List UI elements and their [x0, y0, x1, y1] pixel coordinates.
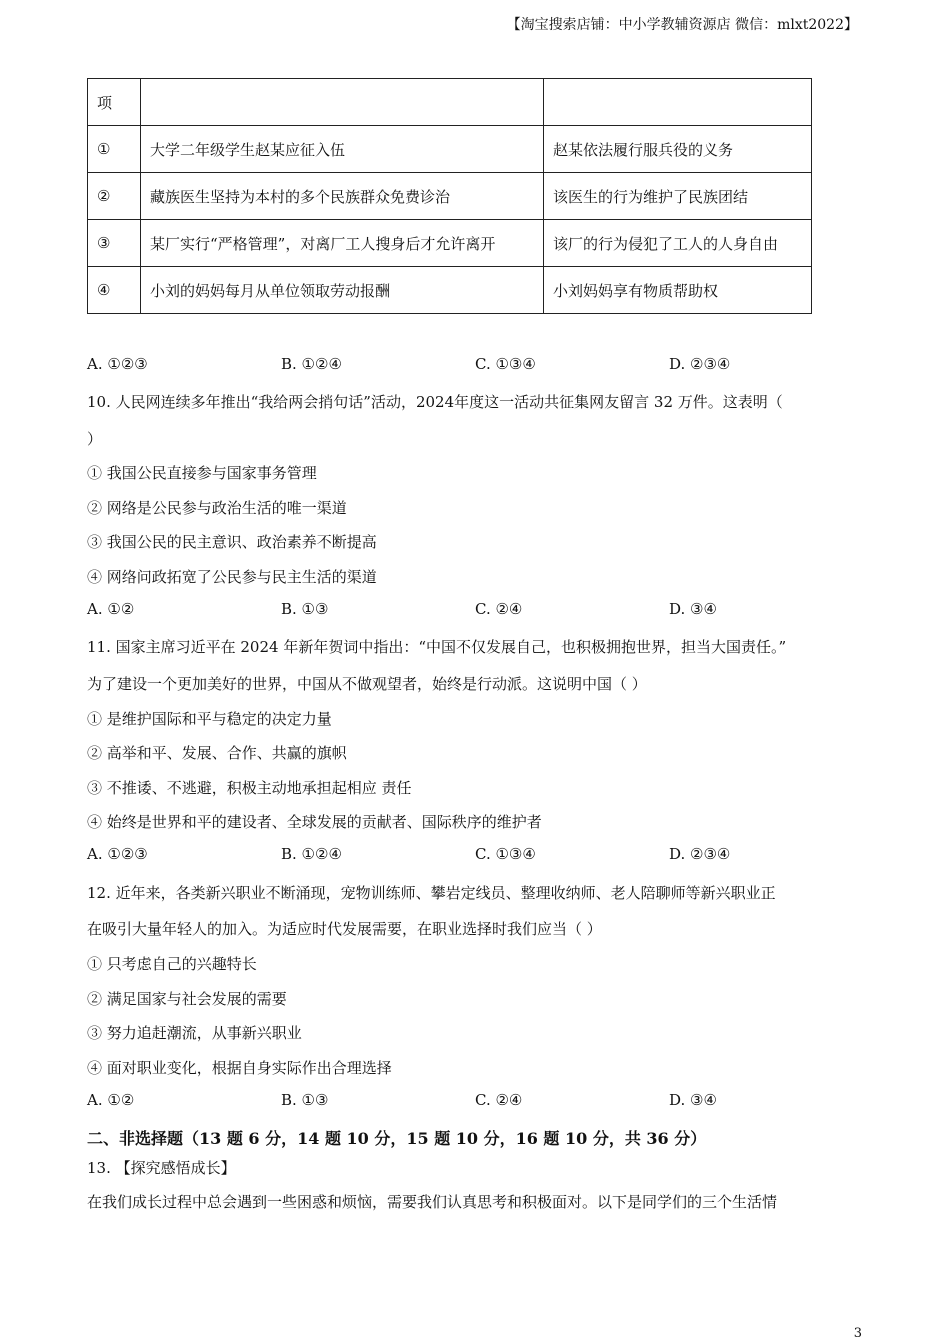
- option-a: A. ①②③: [87, 845, 148, 863]
- q11-item: ② 高举和平、发展、合作、共赢的旗帜: [87, 744, 347, 762]
- q10-stem: 10. 人民网连续多年推出“我给两会捎句话”活动，2024年度这一活动共征集网友留言 32 万件。这表明（: [87, 393, 783, 411]
- option-c: C. ②④: [475, 600, 523, 618]
- option-a: A. ①②: [87, 600, 135, 618]
- option-d: D. ②③④: [669, 355, 731, 373]
- q12-stem-cont: 在吸引大量年轻人的加入。为适应时代发展需要，在职业选择时我们应当（ ）: [87, 920, 602, 938]
- option-c: C. ①③④: [475, 845, 536, 863]
- table-row: [88, 173, 812, 220]
- option-b: B. ①②④: [281, 355, 342, 373]
- page-header: 【淘宝搜索店铺：中小学教辅资源店 微信：mlxt2022】: [506, 17, 858, 33]
- option-b: B. ①③: [281, 1091, 329, 1109]
- table-cell: 藏族医生坚持为本村的多个民族群众免费诊治: [141, 173, 544, 220]
- q10-item: ① 我国公民直接参与国家事务管理: [87, 464, 317, 482]
- option-d: D. ②③④: [669, 845, 731, 863]
- table-cell: 小刘的妈妈每月从单位领取劳动报酬: [141, 267, 544, 314]
- q12-item: ④ 面对职业变化，根据自身实际作出合理选择: [87, 1059, 392, 1077]
- table-cell: 该医生的行为维护了民族团结: [544, 173, 812, 220]
- q10-stem-cont: ）: [87, 430, 103, 448]
- q12-item: ③ 努力追赶潮流，从事新兴职业: [87, 1024, 302, 1042]
- q10-item: ② 网络是公民参与政治生活的唯一渠道: [87, 499, 347, 517]
- table-cell: ②: [88, 173, 141, 220]
- q10-options: [87, 600, 867, 622]
- q13-text: 在我们成长过程中总会遇到一些困惑和烦恼，需要我们认真思考和积极面对。以下是同学们的三个生活情: [87, 1193, 778, 1211]
- page-number: 3: [853, 1326, 862, 1341]
- q11-item: ① 是维护国际和平与稳定的决定力量: [87, 710, 332, 728]
- table-cell: 该厂的行为侵犯了工人的人身自由: [544, 220, 812, 267]
- table-row: [88, 267, 812, 314]
- q10-item: ③ 我国公民的民主意识、政治素养不断提高: [87, 533, 377, 551]
- q12-item: ② 满足国家与社会发展的需要: [87, 990, 287, 1008]
- option-b: B. ①③: [281, 600, 329, 618]
- table-cell: 小刘妈妈享有物质帮助权: [544, 267, 812, 314]
- q12-item: ① 只考虑自己的兴趣特长: [87, 955, 257, 973]
- q11-stem-cont: 为了建设一个更加美好的世界，中国从不做观望者，始终是行动派。这说明中国（ ）: [87, 675, 647, 693]
- q12-options: [87, 1091, 867, 1113]
- table-cell: [544, 79, 812, 126]
- option-d: D. ③④: [669, 600, 717, 618]
- option-a: A. ①②③: [87, 355, 148, 373]
- q9-options: [87, 355, 867, 377]
- q11-item: ③ 不推诿、不逃避，积极主动地承担起相应 责任: [87, 779, 412, 797]
- q11-options: [87, 845, 867, 867]
- q12-stem: 12. 近年来，各类新兴职业不断涌现，宠物训练师、攀岩定线员、整理收纳师、老人陪聊师等新兴职业正: [87, 884, 776, 902]
- option-b: B. ①②④: [281, 845, 342, 863]
- option-a: A. ①②: [87, 1091, 135, 1109]
- section-title: 二、非选择题（13 题 6 分，14 题 10 分，15 题 10 分，16 题 10 分，共 36 分）: [87, 1129, 707, 1148]
- q11-item: ④ 始终是世界和平的建设者、全球发展的贡献者、国际秩序的维护者: [87, 813, 542, 831]
- option-c: C. ②④: [475, 1091, 523, 1109]
- table-cell: 大学二年级学生赵某应征入伍: [141, 126, 544, 173]
- table-cell: [141, 79, 544, 126]
- table-cell: ①: [88, 126, 141, 173]
- table-cell: 某厂实行“严格管理”，对离厂工人搜身后才允许离开: [141, 220, 544, 267]
- option-c: C. ①③④: [475, 355, 536, 373]
- table-row: [88, 126, 812, 173]
- q11-stem: 11. 国家主席习近平在 2024 年新年贺词中指出：“中国不仅发展自己，也积极拥抱世界，担当大国责任。”: [87, 638, 787, 656]
- q13-title: 13. 【探究感悟成长】: [87, 1159, 236, 1177]
- q9-table: [87, 78, 812, 314]
- option-d: D. ③④: [669, 1091, 717, 1109]
- table-cell: ④: [88, 267, 141, 314]
- q10-item: ④ 网络问政拓宽了公民参与民主生活的渠道: [87, 568, 377, 586]
- table-row: [88, 220, 812, 267]
- table-cell: 赵某依法履行服兵役的义务: [544, 126, 812, 173]
- table-cell: ③: [88, 220, 141, 267]
- table-cell: 项: [88, 79, 141, 126]
- table-row: [88, 79, 812, 126]
